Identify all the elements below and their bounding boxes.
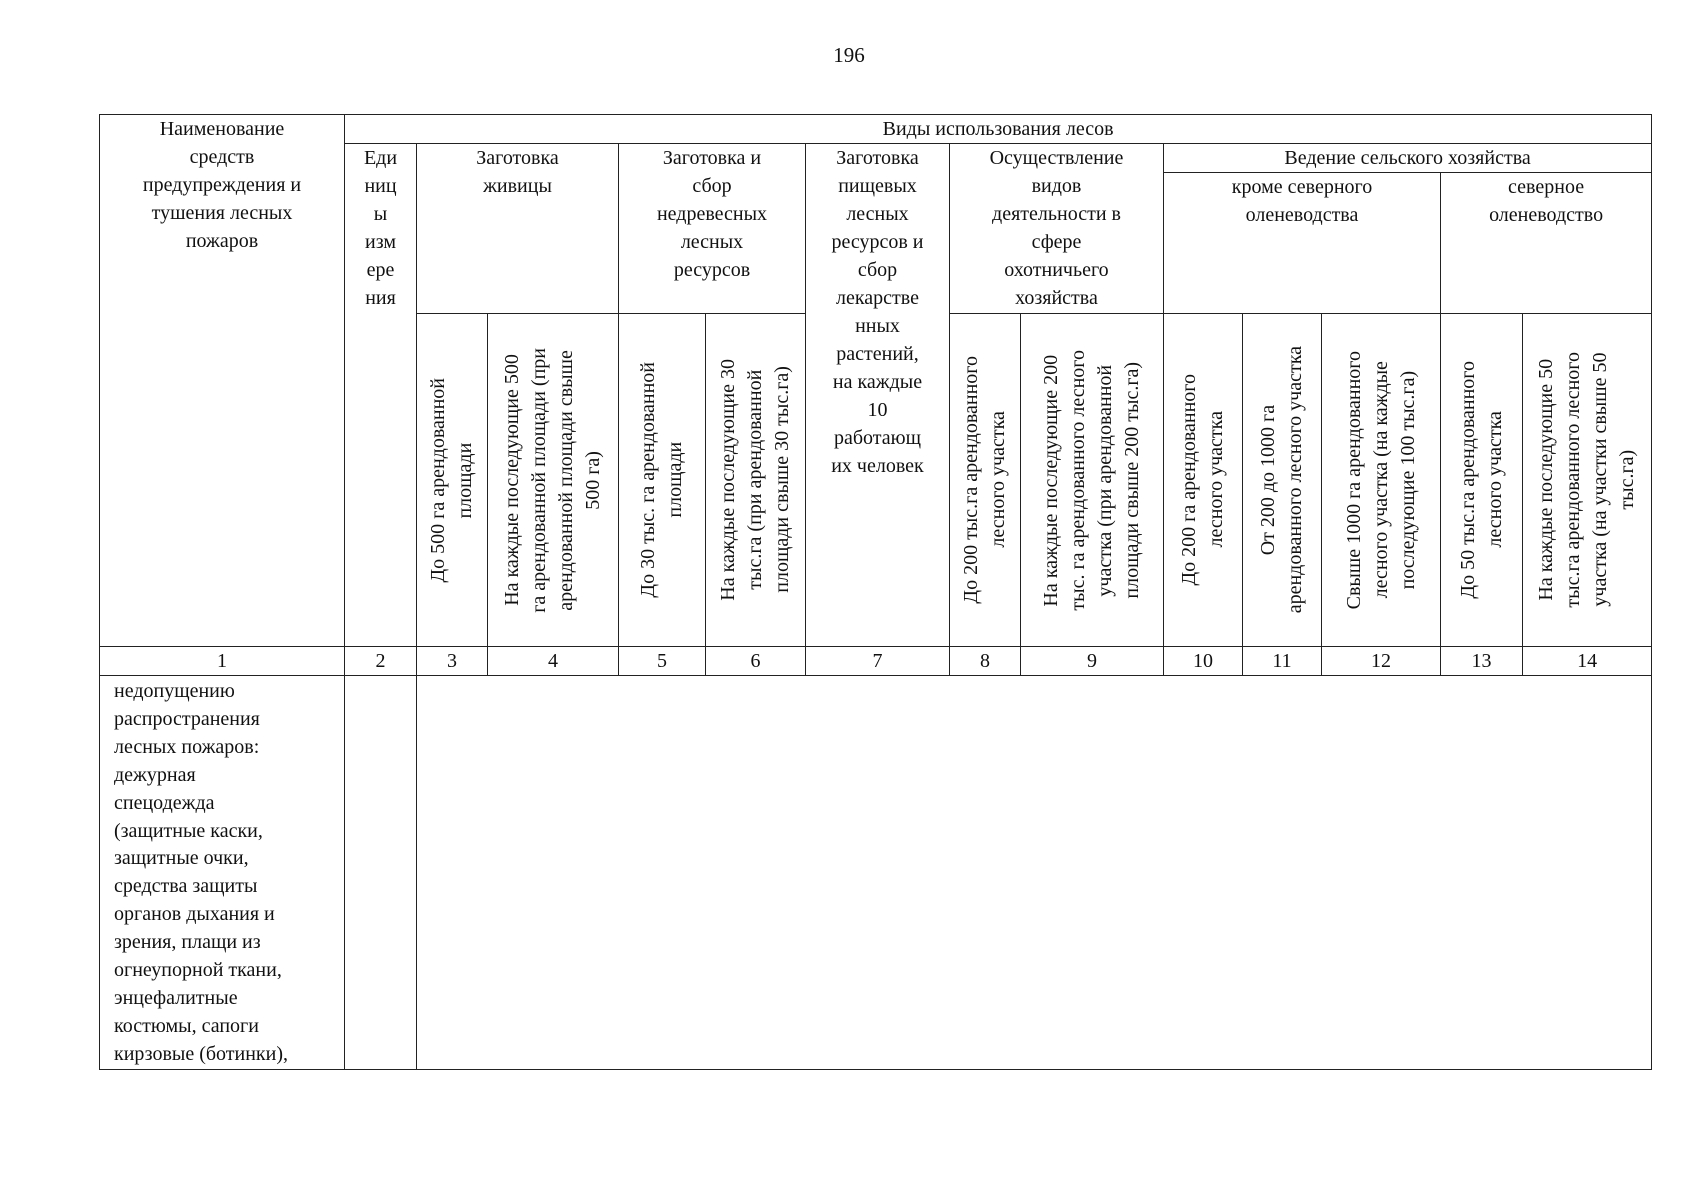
subheader-col-13: До 50 тыс.га арендованного лесного участка xyxy=(1441,314,1523,647)
subheader-col-5: До 30 тыс. га арендованной площади xyxy=(619,314,706,647)
column-number: 10 xyxy=(1164,647,1243,676)
column-number: 9 xyxy=(1021,647,1164,676)
unit-cell xyxy=(345,676,417,1070)
header-name-column: Наименование средств предупреждения и тушения лесных пожаров xyxy=(100,115,345,647)
item-name-cell: недопущению распространения лесных пожаров: дежурная спецодежда (защитные каски, защитные очки, средства защиты органов дыхания и зрения, плащи из огнеупорной ткани, энцефалитные костюмы, сапоги кирзовые (ботинки), xyxy=(100,676,345,1070)
forest-fire-equipment-table xyxy=(99,114,1652,1070)
column-number: 11 xyxy=(1243,647,1322,676)
header-except-reindeer: кроме северного оленеводства xyxy=(1164,173,1441,314)
column-number: 2 xyxy=(345,647,417,676)
subheader-col-9: На каждые последующие 200 тыс. га арендованного лесного участка (при арендованной площади свыше 200 тыс.га) xyxy=(1021,314,1164,647)
header-agriculture: Ведение сельского хозяйства xyxy=(1164,144,1652,173)
values-cell xyxy=(417,676,1652,1070)
subheader-col-14: На каждые последующие 50 тыс.га арендованного лесного участка (на участки свыше 50 тыс.га) xyxy=(1523,314,1652,647)
header-resin: Заготовка живицы xyxy=(417,144,619,314)
column-number: 1 xyxy=(100,647,345,676)
header-food-resources: Заготовка пищевых лесных ресурсов и сбор лекарстве нных растений, на каждые 10 работающ их человек xyxy=(806,144,950,647)
subheader-col-10: До 200 га арендованного лесного участка xyxy=(1164,314,1243,647)
column-number: 7 xyxy=(806,647,950,676)
header-forest-use: Виды использования лесов xyxy=(345,115,1652,144)
page-number: 196 xyxy=(833,43,865,67)
header-nonwood: Заготовка и сбор недревесных лесных ресурсов xyxy=(619,144,806,314)
column-number: 6 xyxy=(706,647,806,676)
header-reindeer: северное оленеводство xyxy=(1441,173,1652,314)
column-number-row xyxy=(100,647,1652,676)
column-number: 14 xyxy=(1523,647,1652,676)
header-unit-column: Еди ниц ы изм ере ния xyxy=(345,144,417,647)
column-number: 5 xyxy=(619,647,706,676)
subheader-col-8: До 200 тыс.га арендованного лесного участка xyxy=(950,314,1021,647)
subheader-col-4: На каждые последующие 500 га арендованной площади (при арендованной площади свыше 500 га) xyxy=(488,314,619,647)
subheader-col-11: От 200 до 1000 га арендованного лесного участка xyxy=(1243,314,1322,647)
column-number: 12 xyxy=(1322,647,1441,676)
subheader-col-6: На каждые последующие 30 тыс.га (при арендованной площади свыше 30 тыс.га) xyxy=(706,314,806,647)
subheader-col-12: Свыше 1000 га арендованного лесного участка (на каждые последующие 100 тыс.га) xyxy=(1322,314,1441,647)
subheader-col-3: До 500 га арендованной площади xyxy=(417,314,488,647)
column-number: 8 xyxy=(950,647,1021,676)
column-number: 13 xyxy=(1441,647,1523,676)
column-number: 3 xyxy=(417,647,488,676)
table-row xyxy=(100,676,1652,1070)
column-number: 4 xyxy=(488,647,619,676)
header-hunting: Осуществление видов деятельности в сфере охотничьего хозяйства xyxy=(950,144,1164,314)
